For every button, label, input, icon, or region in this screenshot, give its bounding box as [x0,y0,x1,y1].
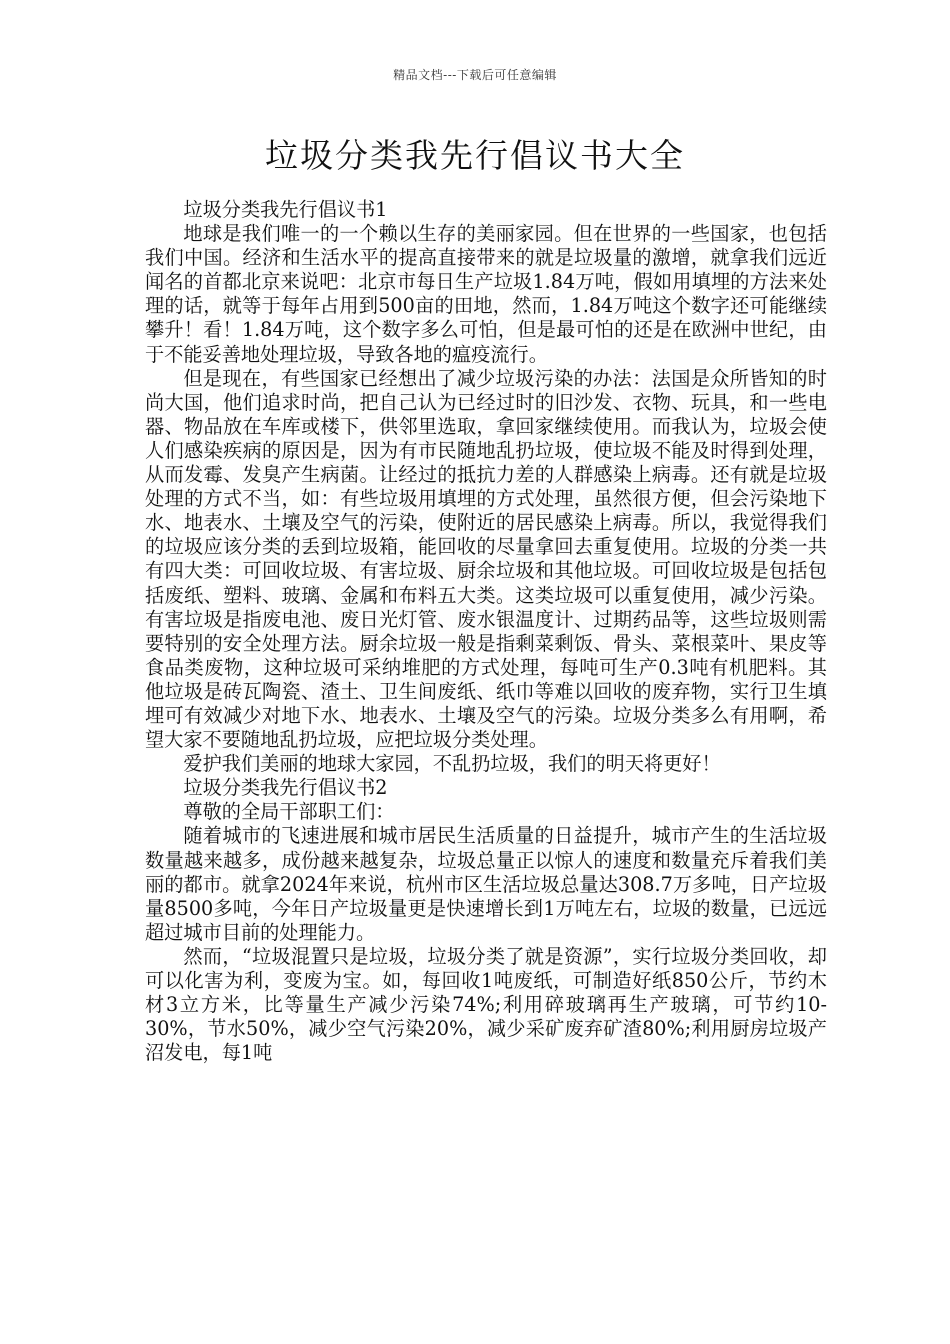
section-heading-1: 垃圾分类我先行倡议书1 [183,198,388,221]
body-paragraph: 地球是我们唯一的一个赖以生存的美丽家园。但在世界的一些国家，也包括我们中国。经济和生活水平的提高直接带来的就是垃圾量的激增，就拿我们远近闻名的首都北京来说吧：北京市每日生产垃圾1.84万吨，假如用填埋的方法来处理的话，就等于每年占用到500亩的田地，然而，1.84万吨这个数字还可能继续攀升！看！1.84万吨，这个数字多么可怕，但是最可怕的还是在欧洲中世纪，由于不能妥善地处理垃圾，导致各地的瘟疫流行。 [145,222,827,366]
document-body [145,198,827,1065]
body-paragraph: 然而，“垃圾混置只是垃圾，垃圾分类了就是资源”，实行垃圾分类回收，却可以化害为利，变废为宝。如，每回收1吨废纸，可制造好纸850公斤，节约木材3立方米，比等量生产减少污染74%;利用碎玻璃再生产玻璃，可节约10-30%，节水50%，减少空气污染20%，减少采矿废弃矿渣80%;利用厨房垃圾产沼发电，每1吨 [145,944,827,1065]
body-paragraph: 随着城市的飞速进展和城市居民生活质量的日益提升，城市产生的生活垃圾数量越来越多，成份越来越复杂，垃圾总量正以惊人的速度和数量充斥着我们美丽的都市。就拿2024年来说，杭州市区生活垃圾总量达308.7万多吨，日产垃圾量8500多吨，今年日产垃圾量更是快速增长到1万吨左右，垃圾的数量，已远远超过城市目前的处理能力。 [145,824,827,944]
body-paragraph: 爱护我们美丽的地球大家园，不乱扔垃圾，我们的明天将更好！ [183,752,721,776]
body-paragraph: 但是现在，有些国家已经想出了减少垃圾污染的办法：法国是众所皆知的时尚大国，他们追求时尚，把自己认为已经过时的旧沙发、衣物、玩具，和一些电器、物品放在车库或楼下，供邻里选取，拿回家继续使用。而我认为，垃圾会使人们感染疾病的原因是，因为有市民随地乱扔垃圾，使垃圾不能及时得到处理，从而发霉、发臭产生病菌。让经过的抵抗力差的人群感染上病毒。还有就是垃圾处理的方式不当，如：有些垃圾用填埋的方式处理，虽然很方便，但会污染地下水、地表水、土壤及空气的污染，使附近的居民感染上病毒。所以，我觉得我们的垃圾应该分类的丢到垃圾箱，能回收的尽量拿回去重复使用。垃圾的分类一共有四大类：可回收垃圾、有害垃圾、厨余垃圾和其他垃圾。可回收垃圾是包括包括废纸、塑料、玻璃、金属和布料五大类。这类垃圾可以重复使用，减少污染。有害垃圾是指废电池、废日光灯管、废水银温度计、过期药品等，这些垃圾则需要特别的安全处理方法。厨余垃圾一般是指剩菜剩饭、骨头、菜根菜叶、果皮等食品类废物，这种垃圾可采纳堆肥的方式处理，每吨可生产0.3吨有机肥料。其他垃圾是砖瓦陶瓷、渣土、卫生间废纸、纸巾等难以回收的废弃物，实行卫生填埋可有效减少对地下水、地表水、土壤及空气的污染。垃圾分类多么有用啊，希望大家不要随地乱扔垃圾，应把垃圾分类处理。 [145,366,827,752]
page-header-note: 精品文档---下载后可任意编辑 [393,68,557,82]
salutation: 尊敬的全局干部职工们： [183,800,395,824]
section-heading-2: 垃圾分类我先行倡议书2 [183,776,388,800]
document-title: 垃圾分类我先行倡议书大全 [265,136,685,175]
